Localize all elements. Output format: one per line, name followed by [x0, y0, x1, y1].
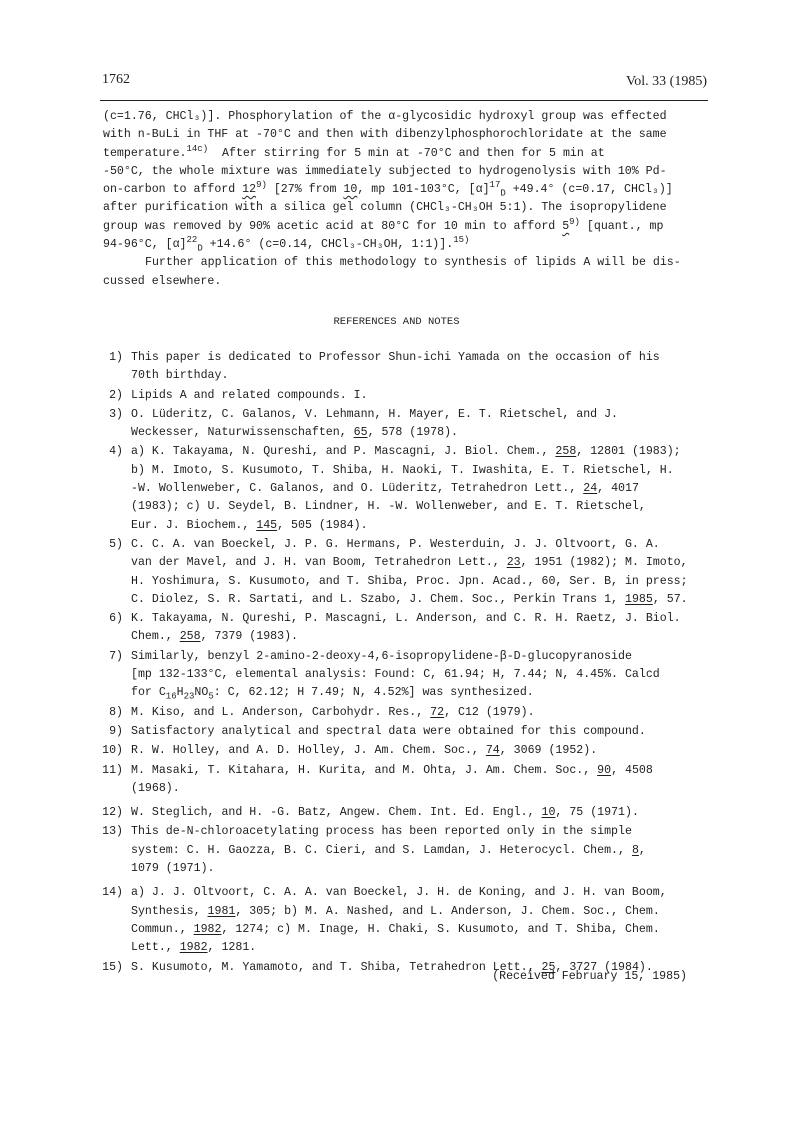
reference-line [131, 426, 458, 439]
rotation-wavelength: D [197, 243, 203, 254]
text-run: -W. Wollenweber, C. Galanos, and O. Lüderitz, Tetrahedron Lett., [131, 482, 584, 496]
reference-item [103, 823, 703, 878]
text-run: H [176, 686, 184, 700]
reference-number: 10) [102, 744, 123, 758]
reference-line [131, 923, 660, 936]
text-run: , 75 (1971). [555, 806, 639, 820]
reference-line: [mp 132-133°C, elemental analysis: Found: C, 61.94; H, 7.44; N, 4.45%. Calcd [131, 668, 660, 682]
text-run: , 578 (1978). [367, 426, 459, 440]
reference-line [131, 941, 256, 954]
reference-line: b) M. Imoto, S. Kusumoto, T. Shiba, H. Naoki, T. Iwashita, E. T. Rietschel, H. [131, 463, 674, 477]
reference-item [103, 804, 703, 822]
text-run: Synthesis, [131, 904, 208, 918]
volume-number: 25 [541, 960, 556, 974]
text-run: , 3727 (1984). [555, 960, 653, 974]
text-run: for C [131, 686, 166, 700]
formula-subscript: 16 [165, 691, 177, 702]
reference-line: (1983); c) U. Seydel, B. Lindner, H. -W. Wollenweber, and E. T. Rietschel, [131, 500, 646, 514]
body-line [103, 235, 470, 254]
reference-item [103, 406, 703, 443]
compound-number: 5 [562, 219, 570, 233]
reference-line [131, 482, 639, 495]
reference-number: 9) [109, 724, 123, 738]
text-run: group was removed by 90% acetic acid at 80°C for 10 min to afford [103, 219, 563, 233]
reference-item [103, 762, 703, 799]
reference-line [131, 630, 298, 643]
body-line: with n-BuLi in THF at -70°C and then with dibenzylphosphorochloridate at the same [103, 128, 667, 142]
reference-line [131, 556, 688, 569]
text-run: , 305; b) M. A. Nashed, and L. Anderson, J. Chem. Soc., Chem. [235, 904, 660, 918]
volume-label: Vol. 33 (1985) [625, 74, 707, 89]
body-line [103, 180, 673, 199]
reference-number: 14) [102, 886, 123, 900]
reference-line [131, 744, 597, 757]
body-line: (c=1.76, CHCl₃)]. Phosphorylation of the α-glycosidic hydroxyl group was effected [103, 110, 667, 123]
text-run: 94-96°C, [α] [103, 238, 187, 252]
text-run: W. Steglich, and H. -G. Batz, Angew. Chem. Int. Ed. Engl., [131, 806, 542, 820]
volume-number: 23 [506, 556, 521, 570]
text-run: M. Kiso, and L. Anderson, Carbohydr. Res., [131, 705, 431, 719]
citation-superscript: 9) [256, 180, 267, 191]
text-run: , 12801 (1983); [576, 445, 681, 459]
volume-number: 1982 [193, 922, 222, 936]
formula-subscript: 23 [183, 691, 195, 702]
reference-number: 1) [109, 351, 123, 364]
text-run: , 57. [652, 592, 688, 606]
reference-number: 13) [102, 825, 123, 839]
reference-number: 4) [109, 445, 123, 459]
text-run: NO [194, 686, 209, 700]
text-run: , [638, 843, 646, 857]
citation-superscript: 14c) [186, 143, 209, 154]
reference-line: (1968). [131, 781, 180, 795]
volume-number: 74 [485, 744, 500, 758]
body-text [103, 108, 703, 291]
reference-line [131, 806, 639, 819]
rotation-temperature: 17 [489, 180, 501, 191]
volume-number: 24 [583, 482, 598, 496]
volume-number: 258 [555, 445, 577, 459]
page-header [102, 68, 707, 100]
reference-item [103, 536, 703, 609]
reference-line [131, 593, 688, 606]
received-date: (Received February 15, 1985) [492, 970, 687, 983]
reference-number: 8) [109, 705, 123, 719]
text-run: , mp 101-103°C, [α] [357, 183, 490, 197]
text-run: +14.6° (c=0.14, CHCl₃-CH₃OH, 1:1)]. [202, 238, 454, 252]
reference-number: 15) [102, 960, 123, 974]
reference-line: O. Lüderitz, C. Galanos, V. Lehmann, H. Mayer, E. T. Rietschel, and J. [131, 407, 619, 421]
volume-number: 258 [179, 630, 201, 644]
text-run: Eur. J. Biochem., [131, 518, 257, 532]
text-run: : C, 62.12; H 7.49; N, 4.52%] was synthesized. [213, 686, 534, 700]
reference-line: C. C. A. van Boeckel, J. P. G. Hermans, P. Westerduin, J. J. Oltvoort, G. A. [131, 537, 660, 551]
reference-item [103, 443, 703, 534]
reference-line [131, 706, 535, 719]
volume-number: 1982 [179, 941, 208, 955]
reference-item [103, 742, 703, 760]
text-run: on-carbon to afford [103, 183, 243, 197]
reference-number: 3) [109, 407, 123, 421]
reference-line [131, 764, 653, 777]
reference-item [103, 723, 703, 741]
reference-line: Lipids A and related compounds. I. [131, 388, 368, 402]
text-run: Lett., [131, 941, 180, 955]
text-run: Chem., [131, 630, 180, 644]
reference-line: 1079 (1971). [131, 862, 215, 876]
reference-item [103, 884, 703, 957]
references-heading: REFERENCES AND NOTES [333, 316, 460, 328]
paragraph-1 [103, 108, 703, 254]
text-run: , 1951 (1982); M. Imoto, [520, 556, 688, 570]
text-run: Weckesser, Naturwissenschaften, [131, 426, 354, 440]
text-run: , 1281. [207, 941, 257, 955]
reference-line: K. Takayama, N. Qureshi, P. Mascagni, L. Anderson, and C. R. H. Raetz, J. Biol. [131, 612, 681, 626]
text-run: , C12 (1979). [444, 705, 535, 719]
volume-number: 1985 [624, 592, 653, 606]
reference-number: 6) [109, 612, 123, 626]
body-line [103, 143, 605, 160]
text-run: temperature. [103, 146, 187, 160]
body-line: Further application of this methodology to synthesis of lipids A will be dis- [145, 256, 681, 270]
reference-line: This paper is dedicated to Professor Shun-ichi Yamada on the occasion of his [131, 351, 660, 364]
reference-line [131, 519, 368, 532]
text-run: After stirring for 5 min at -70°C and then for 5 min at [222, 146, 605, 160]
text-run: system: C. H. Gaozza, B. C. Cieri, and S. Lamdan, J. Heterocycl. Chem., [131, 843, 632, 857]
reference-item [103, 704, 703, 722]
reference-item [103, 610, 703, 647]
text-run: , 1274; c) M. Inage, H. Chaki, S. Kusumoto, and T. Shiba, Chem. [221, 922, 660, 936]
reference-line [131, 905, 660, 918]
text-run: [27% from [266, 183, 344, 197]
volume-number: 10 [541, 806, 556, 820]
reference-item [103, 648, 703, 703]
header-rule [100, 100, 708, 101]
citation-superscript: 15) [453, 235, 470, 246]
text-run: R. W. Holley, and A. D. Holley, J. Am. Chem. Soc., [131, 744, 486, 758]
volume-number: 65 [353, 426, 368, 440]
text-run: , 7379 (1983). [200, 630, 298, 644]
volume-number: 90 [597, 763, 612, 777]
reference-number: 5) [109, 537, 123, 551]
volume-number: 1981 [207, 904, 236, 918]
compound-number: 10 [343, 183, 358, 197]
reference-line: 70th birthday. [131, 369, 229, 383]
reference-number: 7) [109, 649, 123, 663]
text-run: van der Mavel, and J. H. van Boom, Tetrahedron Lett., [131, 556, 507, 570]
page-number: 1762 [102, 72, 130, 87]
rotation-wavelength: D [500, 188, 506, 199]
text-run: Commun., [131, 922, 194, 936]
body-line: after purification with a silica gel column (CHCl₃-CH₃OH 5:1). The isopropylidene [103, 201, 667, 215]
reference-number: 11) [102, 763, 123, 777]
reference-number: 2) [109, 388, 123, 402]
citation-superscript: 9) [569, 216, 580, 227]
reference-line: This de-N-chloroacetylating process has been reported only in the simple [131, 825, 632, 839]
reference-line [131, 445, 681, 458]
text-run: , 4508 [611, 763, 653, 777]
reference-item [103, 349, 703, 386]
text-run: M. Masaki, T. Kitahara, H. Kurita, and M. Ohta, J. Am. Chem. Soc., [131, 763, 598, 777]
compound-number: 12 [242, 183, 257, 197]
body-line: -50°C, the whole mixture was immediately subjected to hydrogenolysis with 10% Pd- [103, 164, 667, 178]
body-line [103, 216, 664, 233]
text-run: a) K. Takayama, N. Qureshi, and P. Mascagni, J. Biol. Chem., [131, 445, 556, 459]
reference-line: Similarly, benzyl 2-amino-2-deoxy-4,6-isopropylidene-β-D-glucopyranoside [131, 649, 632, 663]
text-run: , 505 (1984). [277, 518, 368, 532]
reference-line [131, 686, 534, 702]
volume-number: 8 [631, 843, 639, 857]
reference-line: Satisfactory analytical and spectral data were obtained for this compound. [131, 724, 646, 738]
references-list [103, 349, 703, 978]
formula-subscript: 5 [208, 691, 214, 702]
body-line: cussed elsewhere. [103, 274, 222, 288]
text-run: [quant., mp [579, 219, 664, 233]
paragraph-2 [103, 254, 703, 291]
reference-line: H. Yoshimura, S. Kusumoto, and T. Shiba, Proc. Jpn. Acad., 60, Ser. B, in press; [131, 574, 688, 588]
reference-number: 12) [102, 806, 123, 820]
reference-line [131, 844, 646, 857]
text-run: +49.4° (c=0.17, CHCl₃)] [505, 183, 673, 197]
text-run: S. Kusumoto, M. Yamamoto, and T. Shiba, Tetrahedron Lett., [131, 960, 542, 974]
text-run: C. Diolez, S. R. Sartati, and L. Szabo, J. Chem. Soc., Perkin Trans 1, [131, 592, 625, 606]
reference-item [103, 387, 703, 405]
volume-number: 145 [256, 518, 278, 532]
reference-line: a) J. J. Oltvoort, C. A. A. van Boeckel, J. H. de Koning, and J. H. van Boom, [131, 886, 667, 900]
text-run: , 4017 [597, 482, 639, 496]
rotation-temperature: 22 [186, 235, 198, 246]
volume-number: 72 [430, 705, 445, 719]
text-run: , 3069 (1952). [499, 744, 598, 758]
